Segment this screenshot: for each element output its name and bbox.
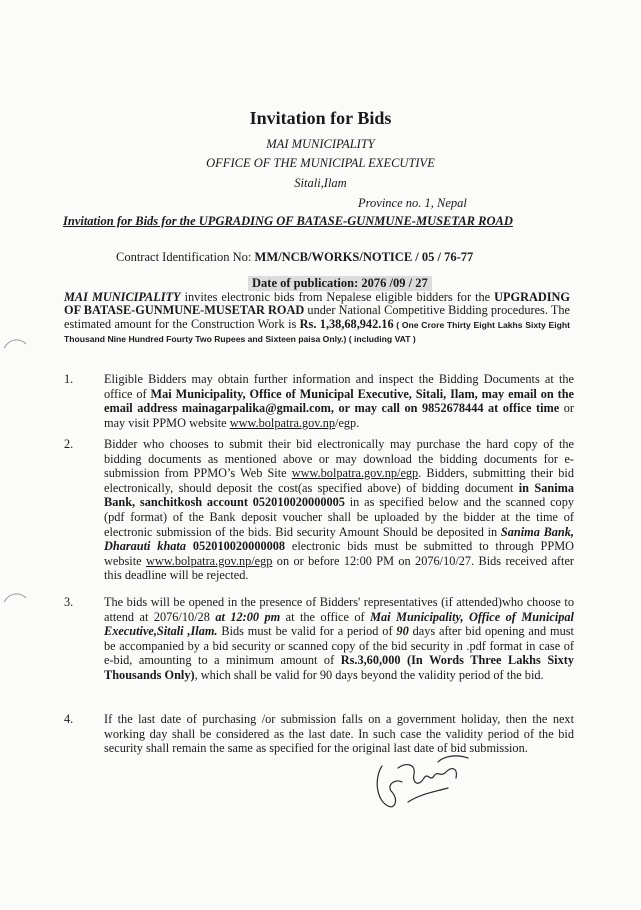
item-text-part: . Bidders, submitting their bid electronically, should deposit the cost(as specified above) of bidding document — [104, 466, 574, 495]
intro-project: UPGRADING OF BATASE-GUNMUNE-MUSETAR ROAD — [64, 290, 570, 318]
security-bank: Sanima Bank, Dharauti khata — [104, 524, 574, 554]
item-text-part: at the office of — [280, 609, 371, 624]
item-text-part: Eligible Bidders may obtain further information and inspect the Bidding Documents at the office of — [104, 372, 574, 401]
item-text — [104, 372, 574, 430]
item-text-part: in as specified below and the scanned copy (pdf format) of the Bank deposit voucher shall be uploaded by the bidder at the time of electronic submission of the bids. Bid security Amount Should be deposited in — [104, 495, 574, 539]
intro-paragraph — [64, 291, 570, 347]
item-text-part: on or before 12:00 PM on 2076/10/27. Bids received after this deadline will be rejected. — [104, 553, 574, 583]
item-text-part: Bids must be valid for a period of — [217, 624, 397, 639]
publication-date: Date of publication: 2076 /09 / 27 — [248, 276, 432, 291]
intro-amount-words: ( One Crore Thirty Eight Lakhs Sixty Eight Thousand Nine Hundred Fourty Two Rupees and Sixteen paisa Only.) ( including VAT ) — [64, 319, 570, 345]
item-text-part: or may visit PPMO website — [104, 401, 574, 430]
intro-org: MAI MUNICIPALITY — [64, 290, 181, 304]
egp-website-link[interactable]: www.bolpatra.gov.np/egp — [145, 553, 273, 568]
scan-mark-icon — [2, 590, 28, 604]
validity-days: 90 — [396, 624, 409, 639]
org-name: MAI MUNICIPALITY — [266, 137, 375, 151]
item-text — [104, 712, 574, 756]
opening-time: at 12:00 pm — [215, 609, 281, 624]
intro-amount: Rs. 1,38,68,942.16 — [299, 316, 394, 331]
item-text-part: Bidder who chooses to submit their bid electronically may purchase the hard copy of the bidding documents as mentioned above or may download the bidding documents for e-submission from PPMO’s Web Site — [104, 437, 574, 481]
security-account: 052010020000008 — [192, 539, 286, 554]
contract-id-label: Contract Identification No: — [116, 250, 255, 264]
page-title: Invitation for Bids — [249, 108, 392, 128]
item-number: 4. — [64, 712, 74, 726]
item-text-part: /egp. — [335, 415, 360, 430]
bank-account: in Sanima Bank, sanchitkosh account 052010020000005 — [104, 480, 574, 510]
egp-website-link[interactable]: www.bolpatra.gov.np/egp — [291, 466, 419, 481]
scan-mark-icon — [2, 336, 28, 350]
item-number: 3. — [64, 595, 74, 609]
item-text — [104, 437, 574, 583]
signature-image — [368, 748, 478, 818]
contact-details: Mai Municipality, Office of Municipal Executive, Sitali, Ilam, may email on the email address mainagarpalika@gmail.com, or may call on 9852678444 at office time — [104, 386, 574, 416]
item-text — [104, 595, 574, 683]
item-number: 1. — [64, 372, 74, 386]
item-text-part: electronic bids must be submitted to through PPMO website — [104, 539, 575, 568]
item-text-part: , which shall be valid for 90 days beyond the validity period of the bid. — [194, 667, 544, 682]
intro-text-2: under National Competitive Bidding procedures. The estimated amount for the Construction Work is — [64, 303, 570, 331]
notice-subject: Invitation for Bids for the UPGRADING OF BATASE-GUNMUNE-MUSETAR ROAD — [63, 214, 513, 228]
opening-venue: Mai Municipality, Office of Municipal Executive,Sitali ,Ilam. — [104, 609, 574, 639]
item-text-part: If the last date of purchasing /or submission falls on a government holiday, then the next working day shall be considered as the last date. In such case the validity period of the bid security shall remain the same as specified for the original last date of bid submission. — [104, 712, 574, 756]
security-amount: Rs.3,60,000 (In Words Three Lakhs Sixty Thousands Only) — [104, 653, 574, 682]
office-name: OFFICE OF THE MUNICIPAL EXECUTIVE — [206, 156, 435, 170]
province: Province no. 1, Nepal — [358, 196, 467, 210]
office-location: Sitali,Ilam — [294, 176, 347, 190]
intro-text-1: invites electronic bids from Nepalese eligible bidders for the — [180, 290, 495, 304]
item-text-part: days after bid opening and must be accompanied by a bid security or scanned copy of the bid security in .pdf format in case of e-bid, amounting to a minimum amount of — [104, 624, 574, 668]
item-number: 2. — [64, 437, 74, 451]
item-text-part — [186, 539, 193, 553]
contract-id — [116, 250, 473, 265]
contract-id-number: MM/NCB/WORKS/NOTICE / 05 / 76-77 — [254, 250, 474, 264]
ppmo-website-link[interactable]: www.bolpatra.gov.np — [229, 415, 336, 430]
item-text-part: The bids will be opened in the presence of Bidders' representatives (if attended)who choose to attend at 2076/10/28 — [104, 595, 574, 624]
